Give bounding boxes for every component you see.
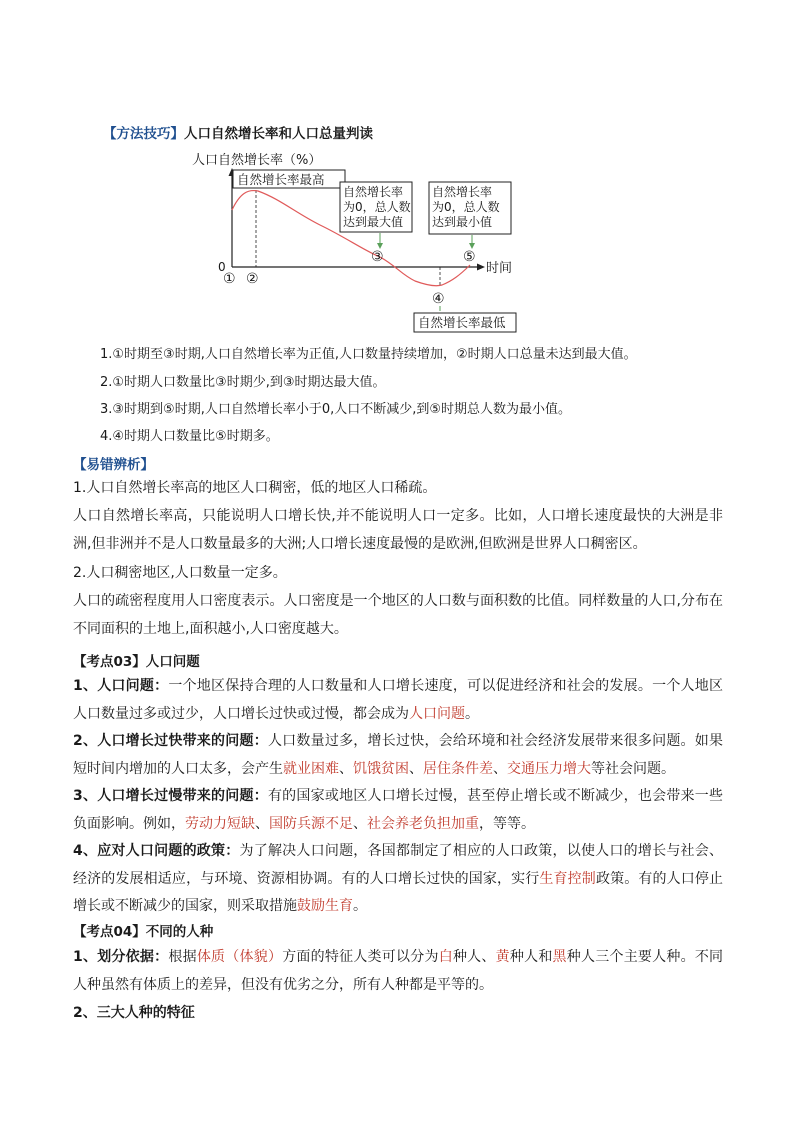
- marker-2: ②: [246, 271, 259, 287]
- method-point-2: 2.①时期人口数量比③时期少,到③时期达最大值。: [100, 375, 386, 390]
- kp03-p2-text: 人口数量过多，增长过快，会给环境和社会经济发展带来很多问题。如果短时间内增加的人口太多，会产生: [73, 733, 723, 777]
- box-zero-min-line1: 自然增长率: [432, 185, 493, 199]
- x-axis-arrow: [477, 264, 485, 271]
- kp04-p1-e: 种人三个主要人种。不同人种虽然有体质上的差异，但没有优劣之分，所有人种都是平等的。: [73, 949, 724, 993]
- kp03-p3-label: 3、人口增长过慢带来的问题：: [73, 788, 268, 804]
- kp03-p4-end: 。: [353, 898, 367, 914]
- kp03-p2-term-2: 饥饿贫困: [353, 760, 409, 777]
- kp03-p4-label: 4、应对人口问题的政策：: [73, 843, 240, 859]
- method-heading-text: 人口自然增长率和人口总量判读: [184, 126, 373, 142]
- kp03-p1-label: 1、人口问题：: [73, 678, 169, 694]
- kp04-heading: 【考点04】不同的人种: [73, 924, 214, 940]
- figure-xlabel: 时间: [486, 261, 513, 276]
- kp03-paragraph-2: [73, 728, 723, 783]
- kp03-p3-term-3: 社会养老负担加重: [367, 815, 479, 832]
- kp04-p1-d: 种人和: [509, 949, 553, 965]
- kp03-p2-end: 等社会问题。: [591, 760, 675, 777]
- kp04-p1-term-2: 白: [438, 949, 453, 965]
- errors-item2-body: 人口的疏密程度用人口密度表示。人口密度是一个地区的人口数与面积数的比值。同样数量的人口,分布在不同面积的土地上,面积越小,人口密度越大。: [73, 593, 723, 637]
- marker-1: ①: [223, 271, 236, 287]
- kp03-p1-end: 。: [465, 705, 479, 722]
- box-highest-text: 自然增长率最高: [237, 172, 325, 187]
- box-zero-max-line3: 达到最大值: [343, 215, 404, 229]
- kp04-p1-term-3: 黄: [495, 949, 510, 965]
- figure-ylabel: 人口自然增长率（%）: [192, 153, 322, 168]
- kp04-p1-term-1: 体质（体貌）: [196, 949, 283, 965]
- kp04-p1-label: 1、划分依据：: [73, 949, 169, 965]
- kp03-p2-term-1: 就业困难: [283, 760, 339, 777]
- errors-heading: 【易错辨析】: [73, 457, 154, 473]
- kp03-heading: 【考点03】人口问题: [73, 654, 200, 670]
- kp03-p3-sep-1: 、: [255, 815, 269, 832]
- kp03-p2-sep-2: 、: [409, 760, 423, 777]
- kp03-p2-term-4: 交通压力增大: [507, 760, 591, 777]
- method-point-1: 1.①时期至③时期,人口自然增长率为正值,人口数量持续增加，②时期人口总量未达到最大值。: [100, 347, 637, 362]
- box-zero-max-line1: 自然增长率: [343, 185, 404, 199]
- kp03-p3-sep-2: 、: [353, 815, 367, 832]
- kp04-p1-c: 种人、: [452, 949, 496, 965]
- box-zero-min-line2: 为0，总人数: [432, 200, 500, 214]
- kp03-p4-text: 为了解决人口问题，各国都制定了相应的人口政策，以使人口的增长与社会、经济的发展相适应，与环境、资源相协调。有的人口增长过快的国家，实行: [73, 843, 723, 887]
- kp04-p2-label: 2、三大人种的特征: [73, 1005, 195, 1021]
- kp03-p4-text-2: 政策。有的人口停止增长或不断减少的国家，则采取措施: [73, 870, 724, 914]
- errors-item2-title: 2.人口稠密地区,人口数量一定多。: [73, 565, 287, 581]
- kp03-p3-text: 有的国家或地区人口增长过慢，甚至停止增长或不断减少，也会带来一些负面影响。例如，: [73, 788, 723, 832]
- kp03-paragraph-4: [73, 838, 723, 921]
- kp03-p4-term-2: 鼓励生育: [297, 898, 353, 914]
- figure-origin: 0: [218, 260, 226, 274]
- kp03-p1-text: 一个地区保持合理的人口数量和人口增长速度，可以促进经济和社会的发展。一个人地区人口数量过多或过少，人口增长过快或过慢，都会成为: [73, 678, 723, 722]
- box-lowest-text: 自然增长率最低: [418, 315, 506, 330]
- marker-5: ⑤: [463, 249, 476, 265]
- kp03-paragraph-1: [73, 673, 723, 728]
- method-heading: [103, 122, 373, 142]
- kp03-p2-sep-3: 、: [493, 760, 507, 777]
- kp03-p2-label: 2、人口增长过快带来的问题：: [73, 733, 268, 749]
- box-zero-max-line2: 为0，总人数: [343, 200, 411, 214]
- kp03-p3-end: ，等等。: [479, 815, 535, 832]
- box-zero-min-line3: 达到最小值: [432, 215, 493, 229]
- method-point-3: 3.③时期到⑤时期,人口自然增长率小于0,人口不断减少,到⑤时期总人数为最小值。: [100, 402, 572, 417]
- kp03-p1-term: 人口问题: [409, 705, 465, 722]
- kp04-p1-a: 根据: [168, 949, 197, 965]
- marker-4: ④: [432, 291, 445, 307]
- kp04-paragraph-1: [73, 944, 723, 999]
- growth-rate-figure: [180, 145, 540, 340]
- marker-3: ③: [371, 249, 384, 265]
- kp04-p1-b: 方面的特征人类可以分为: [282, 949, 439, 965]
- kp03-p2-term-3: 居住条件差: [423, 760, 493, 777]
- kp03-paragraph-3: [73, 783, 723, 838]
- errors-item1-title: 1.人口自然增长率高的地区人口稠密，低的地区人口稀疏。: [73, 480, 437, 496]
- kp03-p4-term-1: 生育控制: [539, 870, 596, 887]
- method-heading-bracket: 【方法技巧】: [103, 126, 184, 142]
- errors-item1-body: 人口自然增长率高，只能说明人口增长快,并不能说明人口一定多。比如，人口增长速度最快的大洲是非洲,但非洲并不是人口数量最多的大洲;人口增长速度最慢的是欧洲,但欧洲是世界人口稠密区。: [73, 508, 723, 552]
- kp03-p3-term-2: 国防兵源不足: [269, 815, 353, 832]
- method-point-4: 4.④时期人口数量比⑤时期多。: [100, 429, 279, 444]
- kp03-p2-sep-1: 、: [339, 760, 353, 777]
- kp03-p3-term-1: 劳动力短缺: [185, 815, 255, 832]
- kp04-p1-term-4: 黑: [552, 949, 567, 965]
